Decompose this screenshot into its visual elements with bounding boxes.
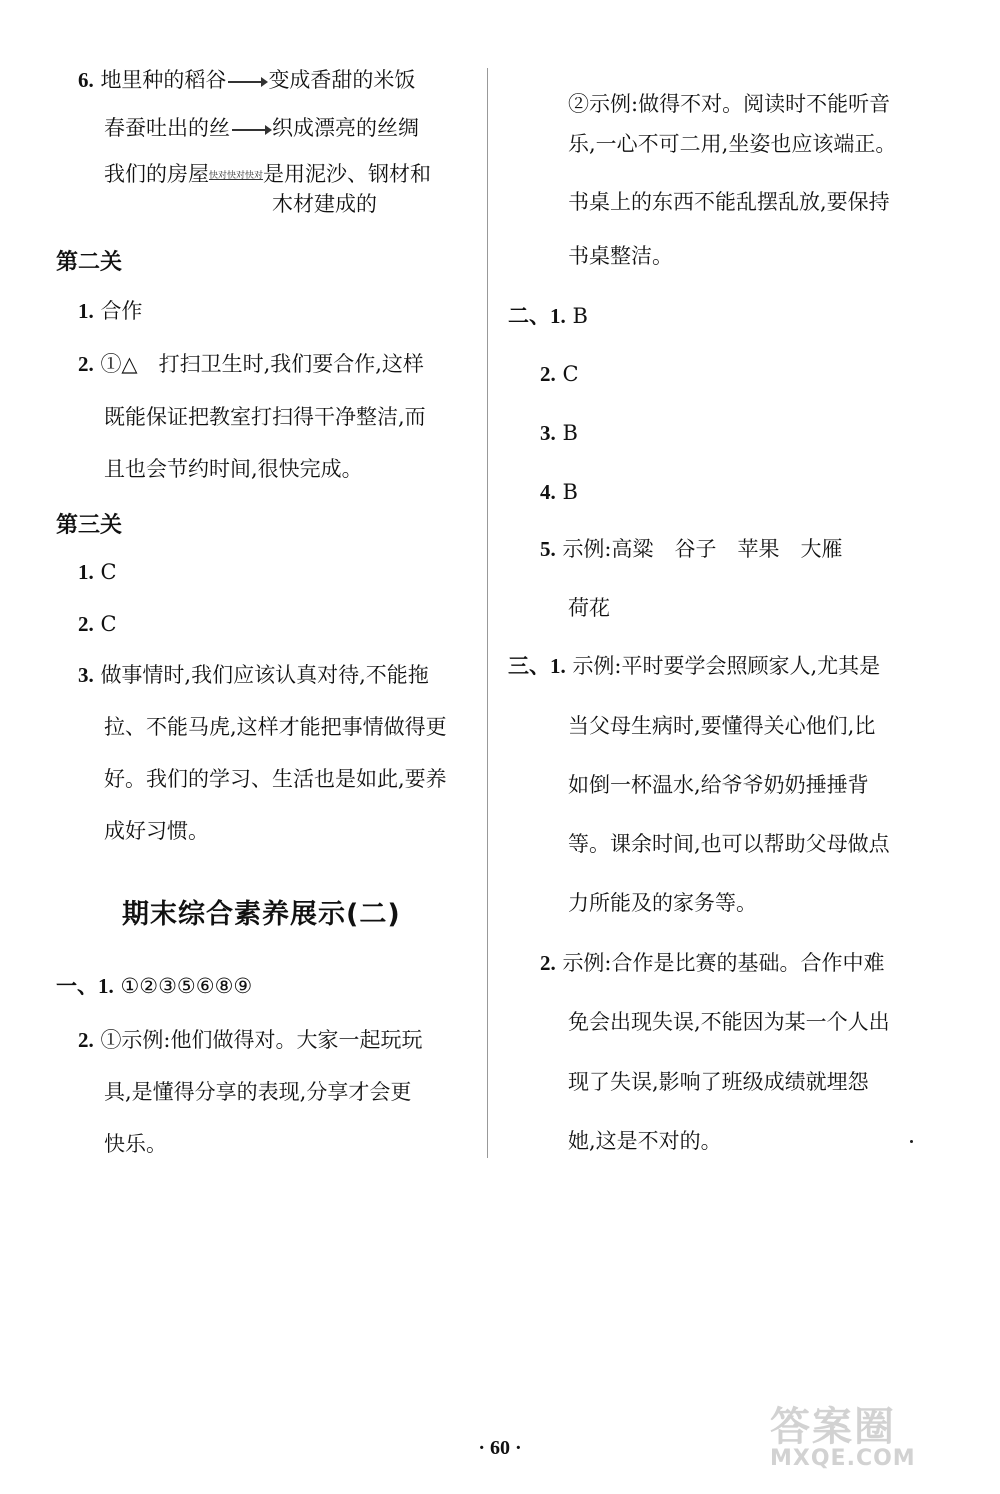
page-number: · 60 · xyxy=(478,1437,522,1459)
p1-q2-line3: 快乐。 xyxy=(104,1132,167,1156)
q6-line1: 6. 地里种的稻谷 变成香甜的米饭 xyxy=(78,68,416,92)
r-cont-line3: 书桌上的东西不能乱摆乱放,要保持 xyxy=(568,190,890,214)
column-divider xyxy=(487,68,488,1158)
s3-q3-line4: 成好习惯。 xyxy=(104,819,209,843)
p1-q2-line2: 具,是懂得分享的表现,分享才会更 xyxy=(104,1080,412,1104)
p1-q1: 一、1. ①②③⑤⑥⑧⑨ xyxy=(56,974,253,998)
p2-q5-line2: 荷花 xyxy=(568,596,610,620)
r-cont-line2: 乐,一心不可二用,坐姿也应该端正。 xyxy=(568,132,897,156)
p3-q2-line2: 免会出现失误,不能因为某一个人出 xyxy=(568,1010,890,1034)
s2-q2-line2: 既能保证把教室打扫得干净整洁,而 xyxy=(104,405,426,429)
s3-q2: 2. C xyxy=(78,612,117,636)
p3-q1-line1: 三、1. 示例:平时要学会照顾家人,尤其是 xyxy=(508,654,881,678)
q6-line2: 春蚕吐出的丝 织成漂亮的丝绸 xyxy=(104,116,419,140)
q6-line3: 我们的房屋快对快对快对是用泥沙、钢材和 xyxy=(104,162,432,186)
watermark-logo xyxy=(770,1395,916,1471)
s2-q2-line1: 2. ①△ 打扫卫生时,我们要合作,这样 xyxy=(78,352,424,376)
section-heading-3: 第三关 xyxy=(56,513,123,538)
s3-q1: 1. C xyxy=(78,560,117,584)
p2-q4: 4. B xyxy=(540,480,578,504)
p3-q1-line4: 等。课余时间,也可以帮助父母做点 xyxy=(568,832,890,856)
p3-q2-line4: 她,这是不对的。 xyxy=(568,1129,722,1153)
p1-q2-line1: 2. ①示例:他们做得对。大家一起玩玩 xyxy=(78,1028,423,1052)
handwritten-scribble: 快对快对快对 xyxy=(209,170,264,181)
r-cont-line1: ②示例:做得不对。阅读时不能听音 xyxy=(568,92,891,116)
p2-q5-line1: 5. 示例:高粱 谷子 苹果 大雁 xyxy=(540,537,843,561)
arrow-icon xyxy=(228,81,266,83)
p2-q2: 2. C xyxy=(540,362,579,386)
watermark-bottom-text: MXQE.COM xyxy=(770,1446,916,1471)
p3-q2-line3: 现了失误,影响了班级成绩就埋怨 xyxy=(568,1070,869,1094)
s2-q2-line3: 且也会节约时间,很快完成。 xyxy=(104,457,363,481)
q6-line4: 木材建成的 xyxy=(272,192,377,216)
stray-dot xyxy=(910,1140,913,1143)
s2-q1: 1. 合作 xyxy=(78,299,143,323)
arrow-icon xyxy=(232,129,270,131)
p2-q3: 3. B xyxy=(540,421,578,445)
p2-q1: 二、1. B xyxy=(508,304,588,328)
p3-q2-line1: 2. 示例:合作是比赛的基础。合作中难 xyxy=(540,951,885,975)
p3-q1-line3: 如倒一杯温水,给爷爷奶奶捶捶背 xyxy=(568,773,869,797)
section-heading-2: 第二关 xyxy=(56,250,123,275)
s3-q3-line2: 拉、不能马虎,这样才能把事情做得更 xyxy=(104,715,447,739)
watermark-top-text: 答案圈 xyxy=(770,1404,896,1450)
r-cont-line4: 书桌整洁。 xyxy=(568,244,673,268)
s3-q3-line3: 好。我们的学习、生活也是如此,要养 xyxy=(104,767,447,791)
p3-q1-line2: 当父母生病时,要懂得关心他们,比 xyxy=(568,714,876,738)
p3-q1-line5: 力所能及的家务等。 xyxy=(568,891,757,915)
final-exam-title: 期末综合素养展示(二) xyxy=(122,899,401,930)
s3-q3-line1: 3. 做事情时,我们应该认真对待,不能拖 xyxy=(78,663,429,687)
